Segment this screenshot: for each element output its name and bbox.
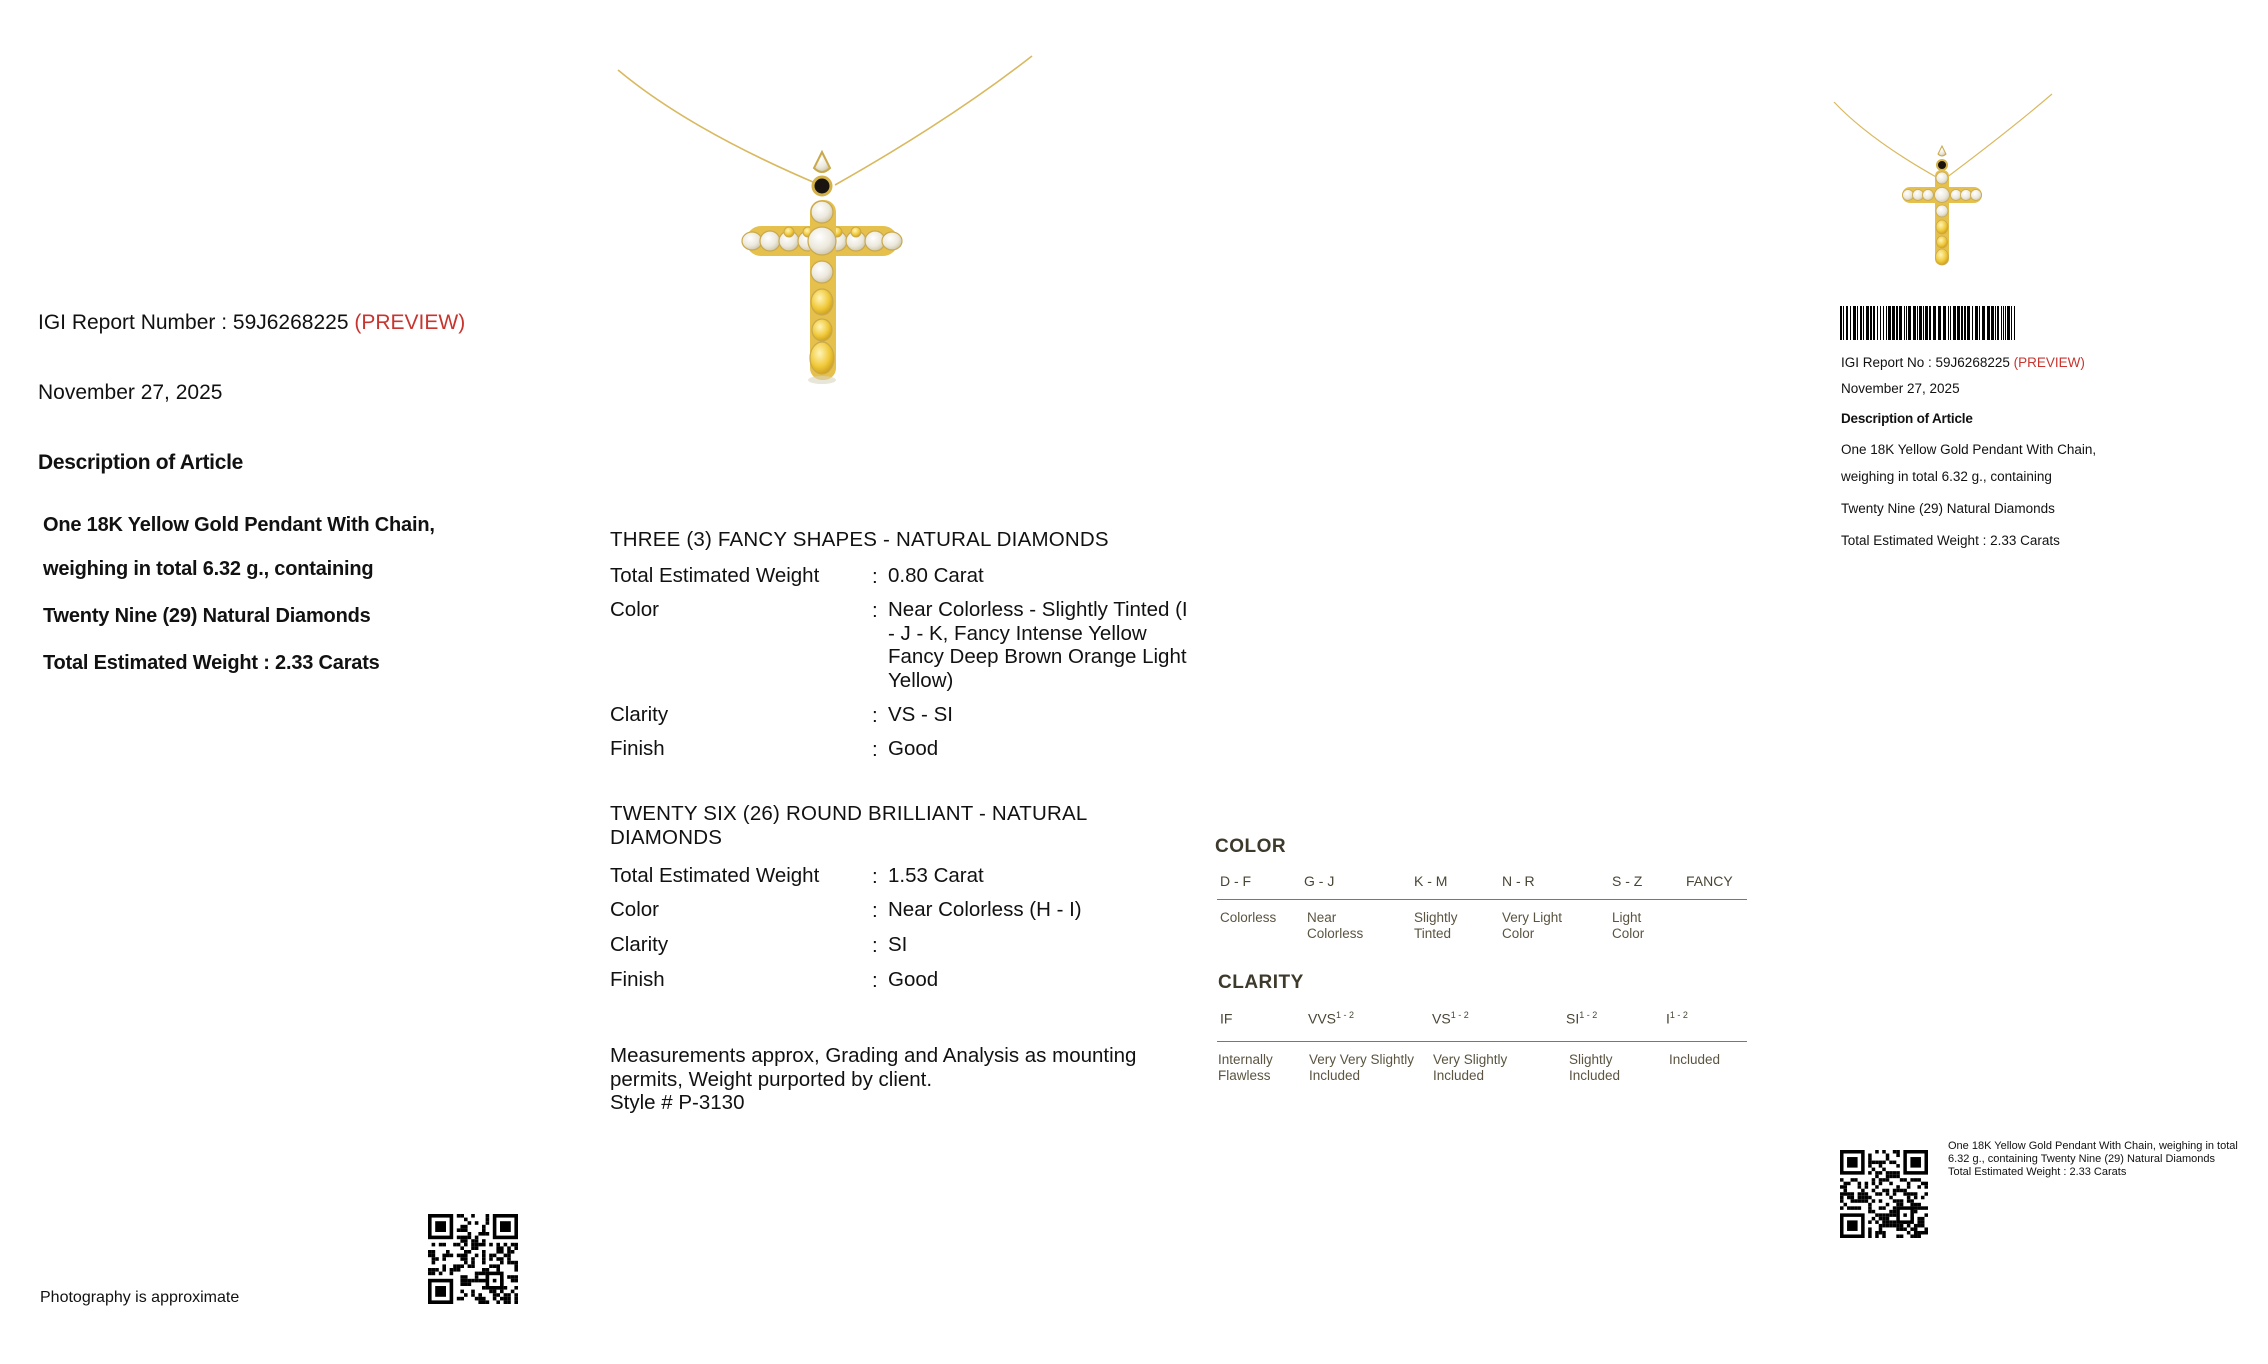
- row-separator: :: [872, 865, 878, 888]
- clarity-scale-title: CLARITY: [1218, 972, 1304, 993]
- preview-badge: (PREVIEW): [354, 311, 466, 334]
- section-title: THREE (3) FANCY SHAPES - NATURAL DIAMONDS: [610, 528, 1109, 551]
- row-label: Color: [610, 898, 659, 921]
- row-value: Near Colorless (H - I): [888, 898, 1082, 921]
- row-label: Total Estimated Weight: [610, 864, 820, 887]
- row-label: Total Estimated Weight: [610, 564, 820, 587]
- grading-notes: Measurements approx, Grading and Analysis as mounting permits, Weight purported by client.: [610, 1044, 1137, 1091]
- row-value: VS - SI: [888, 703, 953, 726]
- report-number: [38, 311, 465, 335]
- row-label: Color: [610, 598, 659, 621]
- color-grade-code: G - J: [1304, 873, 1335, 889]
- pendant-photo: [600, 40, 1050, 390]
- row-value: Good: [888, 737, 939, 760]
- section-title: TWENTY SIX (26) ROUND BRILLIANT - NATURAL DIAMONDS: [610, 802, 1087, 849]
- color-grade-code: S - Z: [1612, 873, 1643, 889]
- card-description-line: One 18K Yellow Gold Pendant With Chain,: [1841, 442, 2097, 457]
- row-separator: :: [872, 969, 878, 992]
- row-label: Finish: [610, 737, 665, 760]
- row-separator: :: [872, 934, 878, 957]
- clarity-grade-desc: Very Slightly Included: [1433, 1052, 1508, 1083]
- report-date: November 27, 2025: [38, 381, 223, 404]
- row-value: 1.53 Carat: [888, 864, 984, 887]
- row-label: Clarity: [610, 933, 669, 956]
- row-value: SI: [888, 933, 908, 956]
- row-value: Good: [888, 968, 939, 991]
- row-separator: :: [872, 704, 878, 727]
- description-line: Twenty Nine (29) Natural Diamonds: [43, 605, 371, 627]
- color-scale-rule: [1217, 899, 1747, 900]
- color-grade-code: FANCY: [1686, 873, 1733, 889]
- color-grade-desc: Very Light Color: [1502, 910, 1563, 941]
- card-preview-badge: (PREVIEW): [2013, 355, 2085, 370]
- card-description-heading: Description of Article: [1841, 411, 1973, 426]
- style-number: Style # P-3130: [610, 1091, 745, 1114]
- clarity-scale-rule: [1217, 1041, 1747, 1042]
- row-label: Finish: [610, 968, 665, 991]
- card-description-line: Twenty Nine (29) Natural Diamonds: [1841, 501, 2055, 516]
- qr-code-icon[interactable]: [428, 1214, 518, 1304]
- clarity-grade-code: SI$^{1 - 2}$: [1566, 1010, 1598, 1027]
- color-grade-code: D - F: [1220, 873, 1252, 889]
- clarity-grade-code: IF: [1220, 1010, 1233, 1027]
- clarity-grade-desc: Included: [1669, 1052, 1721, 1067]
- description-heading: Description of Article: [38, 451, 243, 474]
- color-grade-desc: Slightly Tinted: [1414, 910, 1458, 941]
- description-line: weighing in total 6.32 g., containing: [43, 558, 374, 580]
- description-line: Total Estimated Weight : 2.33 Carats: [43, 652, 380, 674]
- clarity-grade-desc: Slightly Included: [1569, 1052, 1621, 1083]
- row-separator: :: [872, 738, 878, 761]
- row-label: Clarity: [610, 703, 669, 726]
- clarity-grade-desc: Internally Flawless: [1218, 1052, 1273, 1083]
- row-value: 0.80 Carat: [888, 564, 984, 587]
- color-grade-desc: Near Colorless: [1307, 910, 1364, 941]
- clarity-grade-code: VS$^{1 - 2}$: [1432, 1010, 1469, 1027]
- row-separator: :: [872, 599, 878, 622]
- clarity-grade-code: VVS$^{1 - 2}$: [1308, 1010, 1355, 1027]
- color-grade-desc: Light Color: [1612, 910, 1645, 941]
- clarity-grade-desc: Very Very Slightly Included: [1309, 1052, 1415, 1083]
- color-grade-code: K - M: [1414, 873, 1448, 889]
- color-scale-title: COLOR: [1215, 836, 1287, 857]
- card-description-line: weighing in total 6.32 g., containing: [1841, 469, 2052, 484]
- report-number-label: IGI Report Number : 59J6268225: [38, 311, 349, 334]
- row-separator: :: [872, 565, 878, 588]
- barcode-icon: [1840, 306, 2018, 340]
- row-value: Near Colorless - Slightly Tinted (I - J - K, Fancy Intense Yellow Fancy Deep Brown Orange Light Yellow): [888, 598, 1188, 692]
- pendant-thumbnail: [1830, 90, 2060, 270]
- card-report-number: IGI Report No : 59J6268225 (PREVIEW): [1841, 355, 2085, 370]
- qr-code-icon[interactable]: [1840, 1150, 1928, 1238]
- card-date: November 27, 2025: [1841, 381, 1960, 396]
- clarity-grade-code: $I^{1 - 2}$: [1666, 1010, 1688, 1027]
- color-grade-code: N - R: [1502, 873, 1535, 889]
- row-separator: :: [872, 899, 878, 922]
- qr-caption: One 18K Yellow Gold Pendant With Chain, weighing in total 6.32 g., containing Twenty Nine (29) Natural Diamonds Total Estimated Weight : 2.33 Carats: [1948, 1140, 2238, 1178]
- photo-note: Photography is approximate: [40, 1289, 240, 1306]
- description-line: One 18K Yellow Gold Pendant With Chain,: [43, 514, 435, 536]
- card-description-line: Total Estimated Weight : 2.33 Carats: [1841, 533, 2060, 548]
- color-grade-desc: Colorless: [1220, 910, 1277, 925]
